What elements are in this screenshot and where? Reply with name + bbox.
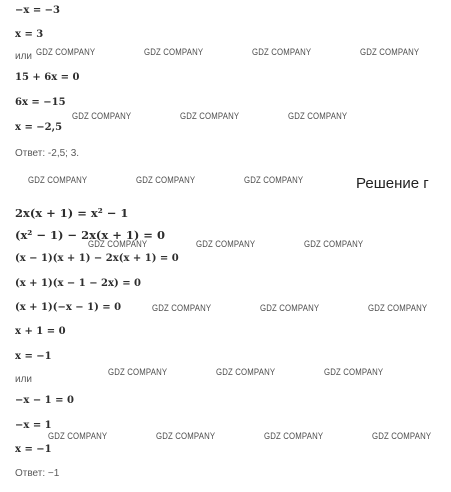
watermark: GDZ COMPANY [244, 175, 304, 186]
solution-line: 2x(x + 1) = x² − 1 [15, 206, 129, 220]
watermark: GDZ COMPANY [288, 111, 348, 122]
solution-line: или [15, 374, 33, 385]
watermark: GDZ COMPANY [216, 367, 276, 378]
watermark: GDZ COMPANY [180, 111, 240, 122]
watermark: GDZ COMPANY [372, 431, 432, 442]
watermark: GDZ COMPANY [48, 431, 108, 442]
solution-line: −x = 1 [15, 420, 52, 431]
solution-line: (x² − 1) − 2x(x + 1) = 0 [15, 228, 165, 242]
watermark: GDZ COMPANY [28, 175, 88, 186]
watermark: GDZ COMPANY [36, 47, 96, 58]
watermark: GDZ COMPANY [324, 367, 384, 378]
watermark: GDZ COMPANY [144, 47, 204, 58]
solution-line: x + 1 = 0 [15, 326, 66, 337]
solution-line: (x + 1)(−x − 1) = 0 [15, 302, 122, 313]
solution-line: 6x = −15 [15, 97, 66, 108]
watermark: GDZ COMPANY [368, 303, 428, 314]
watermark: GDZ COMPANY [136, 175, 196, 186]
watermark: GDZ COMPANY [360, 47, 420, 58]
watermark: GDZ COMPANY [196, 239, 256, 250]
answer-line: Ответ: -2,5; 3. [15, 148, 80, 159]
solution-line: или [15, 51, 33, 62]
solution-line: (x + 1)(x − 1 − 2x) = 0 [15, 278, 142, 289]
solution-line: −x − 1 = 0 [15, 395, 74, 406]
solution-line: x = −1 [15, 444, 52, 455]
watermark: GDZ COMPANY [260, 303, 320, 314]
watermark: GDZ COMPANY [156, 431, 216, 442]
watermark: GDZ COMPANY [152, 303, 212, 314]
answer-line: Ответ: −1 [15, 468, 60, 479]
watermark: GDZ COMPANY [304, 239, 364, 250]
solution-line: 15 + 6x = 0 [15, 72, 80, 83]
watermark: GDZ COMPANY [252, 47, 312, 58]
section-title: Решение г [356, 175, 429, 192]
solution-line: −x = −3 [15, 5, 61, 16]
solution-line: (x − 1)(x + 1) − 2x(x + 1) = 0 [15, 253, 179, 264]
solution-line: x = −2,5 [15, 122, 63, 133]
watermark: GDZ COMPANY [264, 431, 324, 442]
watermark: GDZ COMPANY [72, 111, 132, 122]
watermark: GDZ COMPANY [88, 239, 148, 250]
watermark: GDZ COMPANY [108, 367, 168, 378]
solution-line: x = −1 [15, 351, 52, 362]
solution-line: x = 3 [15, 29, 44, 40]
